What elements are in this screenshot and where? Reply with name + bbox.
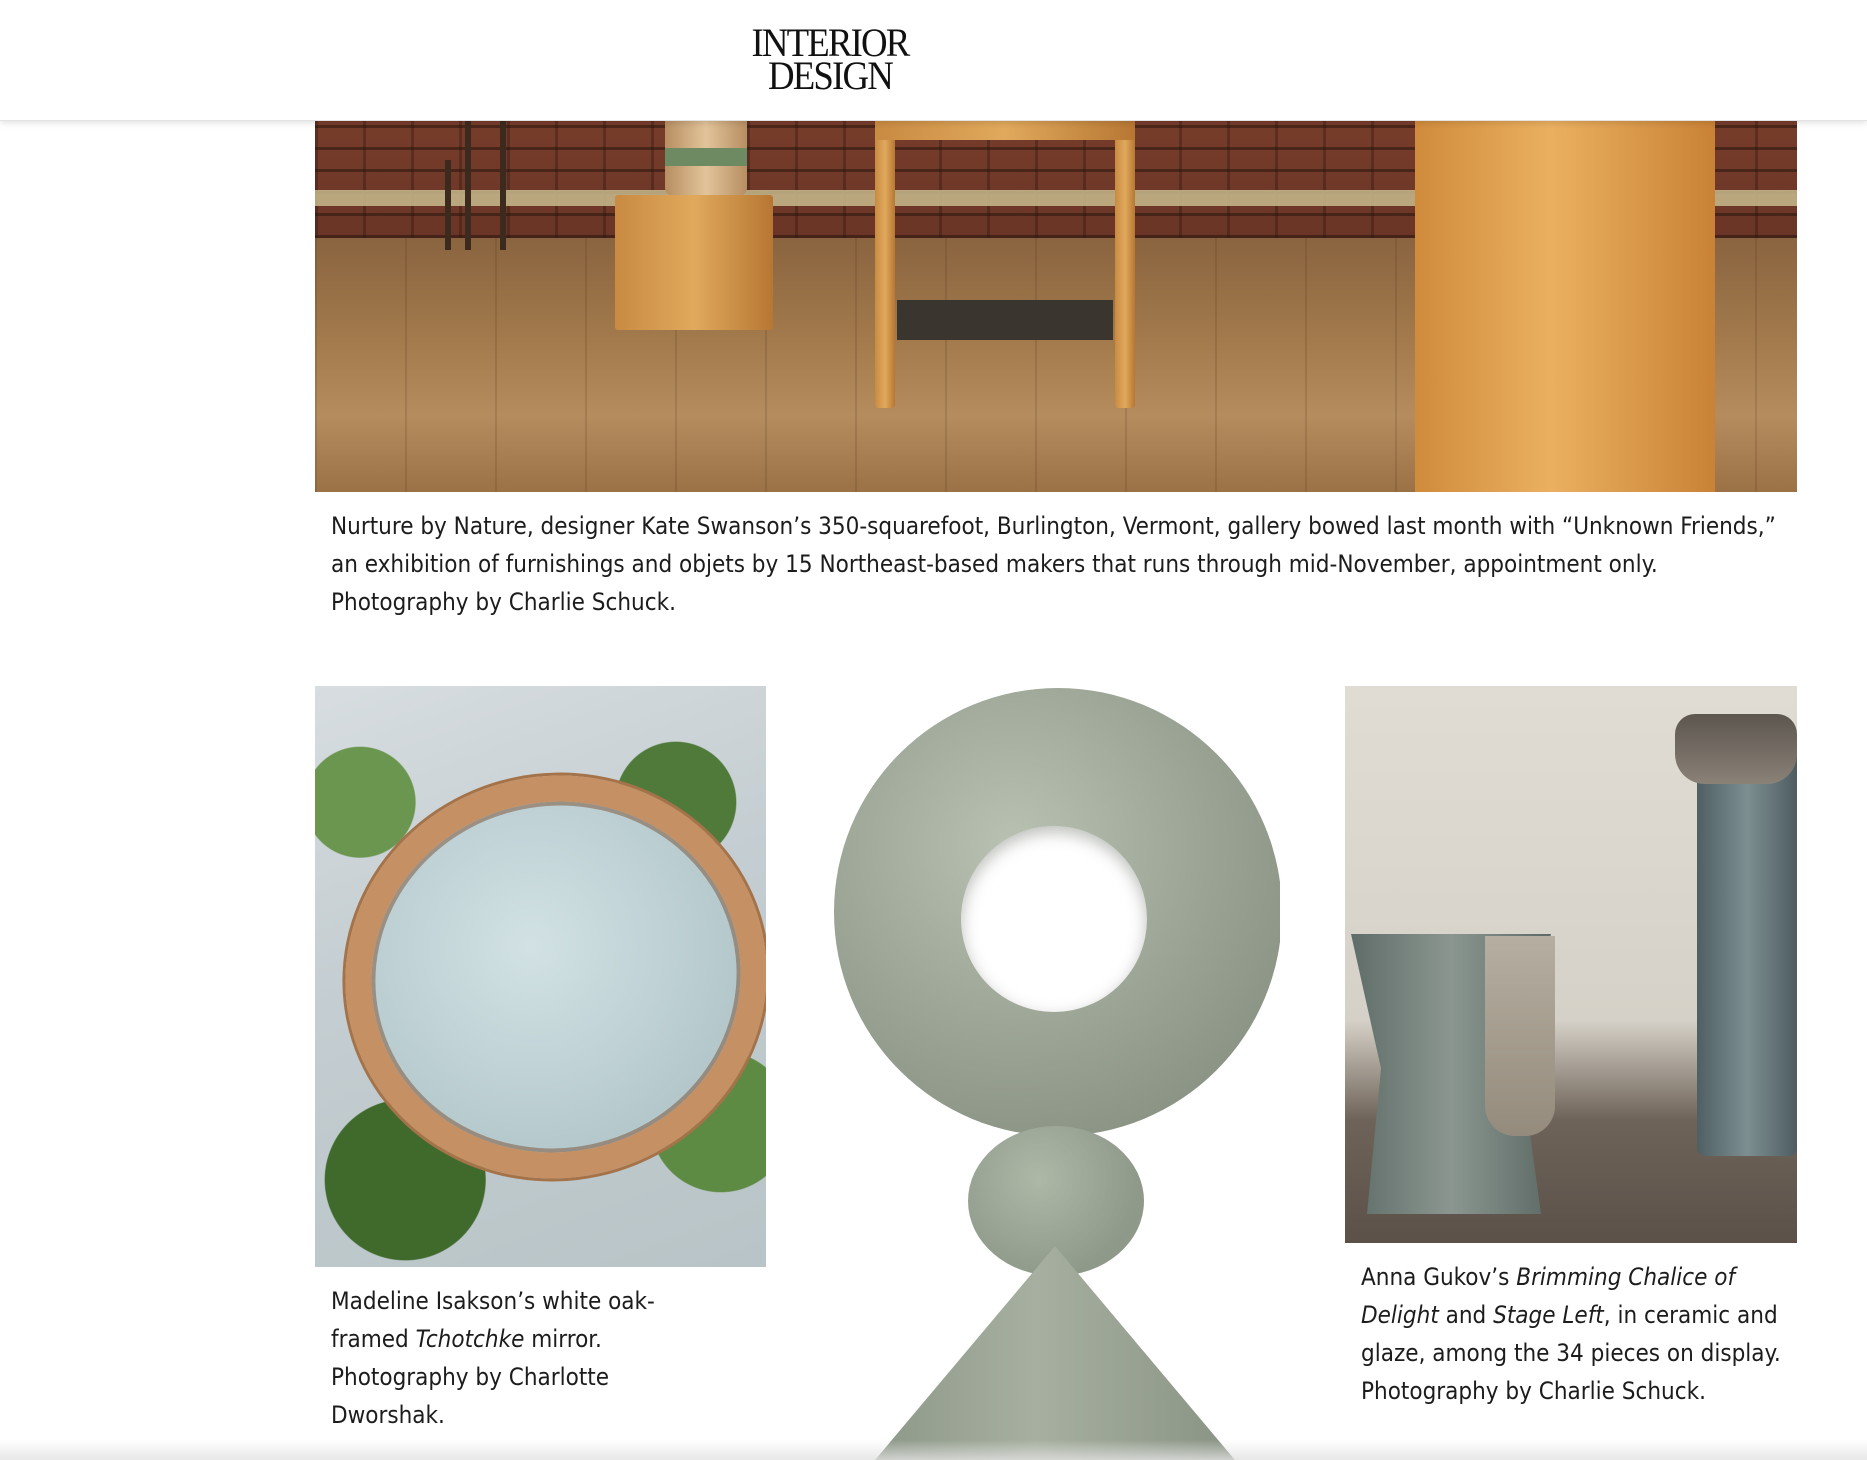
sculpture-ring-hole bbox=[961, 826, 1147, 1012]
cups-title-1: Brimming Chalice of Delight bbox=[1361, 1263, 1736, 1329]
stool-leg bbox=[500, 100, 506, 250]
ceramic-cups-photo[interactable] bbox=[1345, 686, 1797, 1243]
side-table-shelf bbox=[897, 300, 1113, 340]
mirror-caption bbox=[331, 1282, 711, 1434]
cups-title-2: Stage Left bbox=[1493, 1301, 1604, 1329]
hero-gallery-photo[interactable] bbox=[315, 100, 1797, 492]
bottom-fade bbox=[0, 1440, 1867, 1460]
mirror-caption-pre: Madeline Isakson’s white oak-framed bbox=[331, 1287, 655, 1353]
wood-cube-pedestal bbox=[615, 195, 773, 330]
tchotchke-mirror bbox=[315, 737, 766, 1218]
logo-line-interior: INTERIOR bbox=[751, 20, 909, 65]
cups-caption bbox=[1361, 1258, 1791, 1410]
mirror-photo[interactable] bbox=[315, 686, 766, 1267]
sculpture-base bbox=[870, 1246, 1240, 1460]
cups-caption-mid: and bbox=[1438, 1301, 1494, 1329]
mirror-title: Tchotchke bbox=[415, 1325, 525, 1353]
site-header bbox=[0, 0, 1867, 121]
logo-line-design: DESIGN bbox=[768, 53, 892, 98]
cups-caption-pre: Anna Gukov’s bbox=[1361, 1263, 1517, 1291]
ceramic-sculpture-photo[interactable] bbox=[830, 686, 1280, 1460]
maple-pedestal bbox=[1415, 100, 1715, 492]
log-band bbox=[665, 148, 747, 166]
chalice-drip bbox=[1485, 936, 1555, 1136]
cups-caption-post: , in ceramic and glaze, among the 34 pieces on display. Photography by Charlie Schuck. bbox=[1361, 1301, 1781, 1405]
stage-left-drip-top bbox=[1675, 714, 1797, 784]
mirror-caption-post: mirror. Photography by Charlotte Dworshak. bbox=[331, 1325, 610, 1429]
side-table-leg bbox=[875, 112, 895, 408]
stool-leg bbox=[465, 100, 471, 250]
site-logo[interactable] bbox=[745, 20, 914, 98]
stool-leg bbox=[445, 160, 451, 250]
side-table-leg bbox=[1115, 112, 1135, 408]
hero-caption: Nurture by Nature, designer Kate Swanson’s 350-squarefoot, Burlington, Vermont, gallery bowed last month with “Unknown Friends,” an exhibition of furnishings and objets by 15 Northeast-based makers that runs through mid-November, appointment only. Photography by Charlie Schuck. bbox=[331, 512, 1776, 616]
